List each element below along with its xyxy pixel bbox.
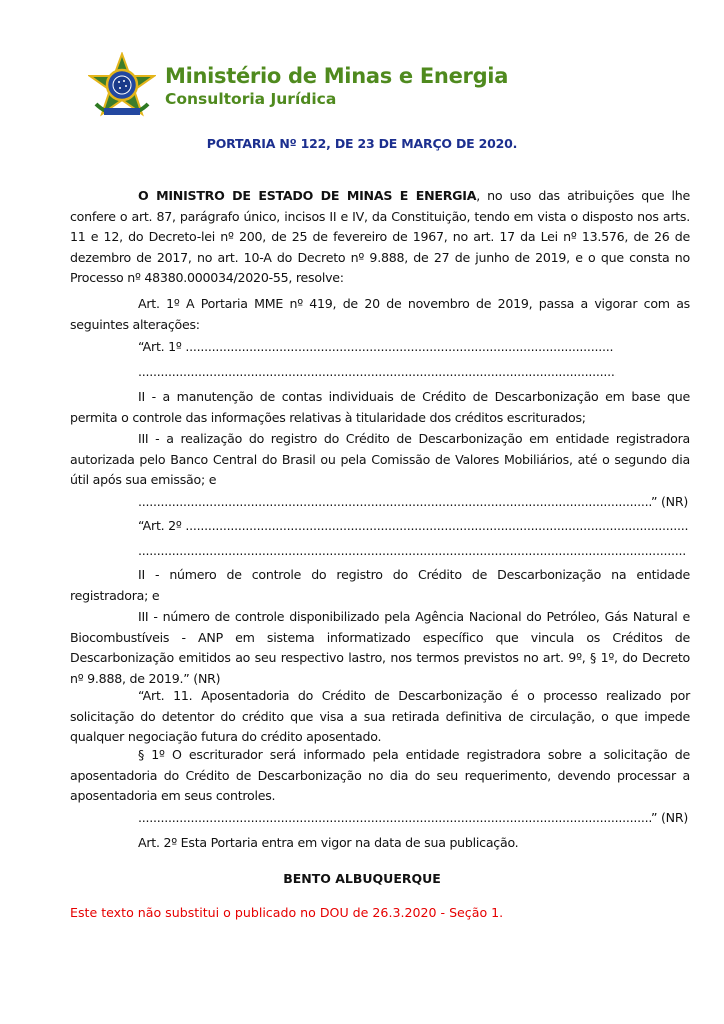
ellipsis-line xyxy=(138,541,686,562)
paragraph-1: § 1º O escriturador será informado pela entidade registradora sobre a solicitação de aposentadoria do Crédito de Descarbonização no dia do seu requerimento, devendo processar a aposentadoria em seus controles. xyxy=(70,747,690,804)
preamble-text: , no uso das atribuições que lhe confere o art. 87, parágrafo único, incisos II e IV, da Constituição, tendo em vista o disposto nos arts. 11 e 12, do Decreto-lei nº 200, de 25 de fevereiro de 1967, no art. 17 da Lei nº 13.576, de 26 de dezembro de 2017, no art. 10-A do Decreto nº 9.888, de 27 de junho de 2019, e o que consta no Processo nº 48380.000034/2020-55, resolve: xyxy=(70,188,690,286)
preamble-lead: O MINISTRO DE ESTADO DE MINAS E ENERGIA xyxy=(138,188,477,203)
ellipsis-nr-row-1 xyxy=(138,492,688,513)
coat-of-arms-icon xyxy=(88,52,156,120)
quote-art2-label: “Art. 2º xyxy=(138,518,186,533)
article-1: Art. 1º A Portaria MME nº 419, de 20 de novembro de 2019, passa a vigorar com as seguintes alterações: xyxy=(70,296,690,332)
article-2: Art. 2º Esta Portaria entra em vigor na data de sua publicação. xyxy=(138,835,519,850)
signature: BENTO ALBUQUERQUE xyxy=(283,871,441,886)
article-11: “Art. 11. Aposentadoria do Crédito de Descarbonização é o processo realizado por solicitação do detentor do crédito que visa a sua retirada definitiva de circulação, o que impede qualquer negociação futura do crédito aposentado. xyxy=(70,688,690,745)
nr-marker: ” (NR) xyxy=(650,494,688,509)
ellipsis-row xyxy=(138,362,616,383)
ministry-name: Ministério de Minas e Energia xyxy=(165,64,509,88)
ellipsis-line xyxy=(138,808,651,829)
ellipsis-line xyxy=(138,492,651,513)
ellipsis-nr-row-2 xyxy=(138,808,688,829)
nr-marker: ” (NR) xyxy=(650,810,688,825)
inciso-2-b: II - número de controle do registro do Crédito de Descarbonização na entidade registradora; e xyxy=(70,567,690,603)
ellipsis-row xyxy=(138,541,686,562)
preamble xyxy=(70,186,690,289)
inciso-3-a: III - a realização do registro do Crédito de Descarbonização em entidade registradora autorizada pelo Banco Central do Brasil ou pela Comissão de Valores Mobiliários, até o segundo dia útil após sua emissão; e xyxy=(70,431,690,488)
inciso-3-b: III - número de controle disponibilizado pela Agência Nacional do Petróleo, Gás Natural e Biocombustíveis - ANP em sistema informatizado específico que vincula os Créditos de Descarbonização emitidos ao seu respectivo lastro, nos termos previstos no art. 9º, § 1º, do Decreto nº 9.888, de 2019.” (NR) xyxy=(70,609,690,686)
ellipsis-line xyxy=(185,337,614,358)
document-title: PORTARIA Nº 122, DE 23 DE MARÇO DE 2020. xyxy=(206,136,518,151)
department-name: Consultoria Jurídica xyxy=(165,90,337,108)
footnote: Este texto não substitui o publicado no DOU de 26.3.2020 - Seção 1. xyxy=(70,905,504,920)
quote-art1-label: “Art. 1º xyxy=(138,339,186,354)
ellipsis-line xyxy=(185,516,688,537)
inciso-2-a: II - a manutenção de contas individuais de Crédito de Descarbonização em base que permita o controle das informações relativas à titularidade dos créditos escriturados; xyxy=(70,389,690,425)
ellipsis-line xyxy=(138,362,616,383)
quote-art2-line xyxy=(138,516,688,537)
quote-art1-line xyxy=(138,337,614,358)
